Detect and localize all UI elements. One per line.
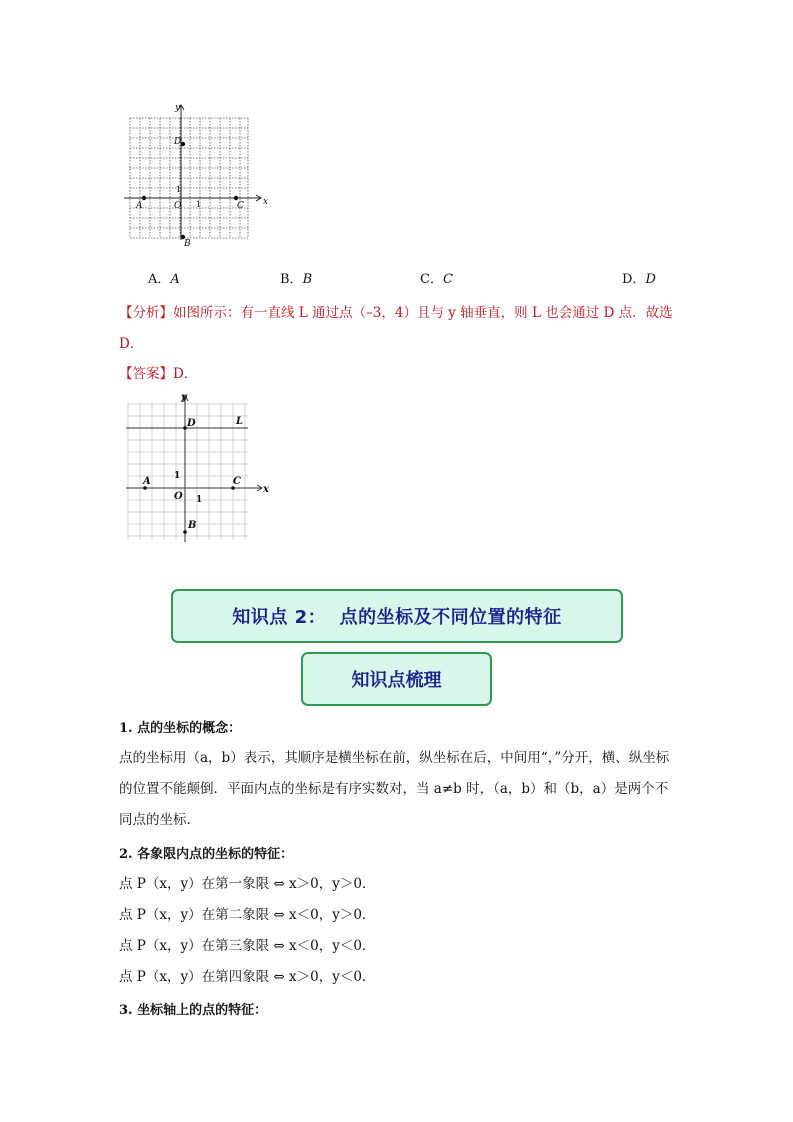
section-1-heading: 1. 点的坐标的概念： [119, 721, 242, 736]
knowledge-point-title-box [171, 589, 623, 643]
y-unit-label: 1 [176, 185, 182, 194]
coordinate-grid-figure-1 [120, 100, 270, 250]
point-c-label: C [233, 476, 241, 487]
x-unit-label: 1 [196, 495, 203, 505]
quadrant-line-1: 点 P（x，y）在第一象限 ⇔ x＞0，y＞0． [119, 876, 376, 892]
answer-line [119, 362, 197, 382]
coordinate-grid-figure-2 [118, 390, 278, 550]
analysis-text: 如图所示：有一直线 L 通过点（–3，4）且与 y 轴垂直，则 L 也会通过 D 点．故选 D． [119, 305, 673, 352]
line-l-label: L [236, 416, 244, 427]
x-axis-label: x [263, 197, 269, 207]
quadrant-line-4: 点 P（x，y）在第四象限 ⇔ x＞0，y＜0． [119, 969, 376, 985]
section-1-text: 点的坐标用（a，b）表示，其顺序是横坐标在前，纵坐标在后，中间用“，”分开，横、纵坐标的位置不能颠倒．平面内点的坐标是有序实数对，当 a≠b 时，（a，b）和（b，a）是两个不同点的坐标． [119, 750, 670, 828]
x-unit-label: 1 [196, 200, 202, 209]
knowledge-summary-title: 知识点梳理 [351, 670, 442, 691]
point-a-label: A [143, 476, 151, 487]
analysis-paragraph [119, 298, 684, 360]
origin-label: O [174, 201, 182, 211]
answer-options [148, 268, 678, 292]
option-b[interactable]: B．B [280, 272, 313, 287]
point-d-label: D [187, 418, 196, 429]
y-axis-label: y [181, 392, 187, 403]
point-a [142, 196, 146, 200]
quadrant-line-2: 点 P（x，y）在第二象限 ⇔ x＜0，y＞0． [119, 907, 376, 923]
point-a-label: A [136, 201, 143, 211]
answer-text: D． [173, 366, 198, 382]
point-b-label: B [184, 239, 191, 249]
option-a[interactable]: A．A [148, 272, 180, 287]
y-unit-label: 1 [174, 471, 181, 481]
answer-label: 【答案】 [119, 366, 173, 382]
section-2-heading: 2. 各象限内点的坐标的特征： [119, 847, 294, 862]
point-d-label: D [174, 137, 182, 147]
x-axis-label: x [263, 484, 269, 495]
option-c[interactable]: C．C [420, 272, 453, 287]
analysis-label: 【分析】 [119, 305, 173, 321]
section-3-heading: 3. 坐标轴上的点的特征： [119, 1003, 268, 1018]
option-d[interactable]: D．D [622, 272, 656, 287]
point-d [181, 142, 185, 146]
origin-label: O [174, 491, 183, 502]
y-axis-label: y [175, 103, 181, 113]
knowledge-point-title: 知识点 2： 点的坐标及不同位置的特征 [232, 607, 562, 628]
knowledge-summary-box [301, 652, 492, 706]
point-c-label: C [237, 201, 244, 211]
point-c [234, 196, 238, 200]
point-b-label: B [188, 520, 197, 531]
quadrant-line-3: 点 P（x，y）在第三象限 ⇔ x＜0，y＜0． [119, 938, 376, 954]
